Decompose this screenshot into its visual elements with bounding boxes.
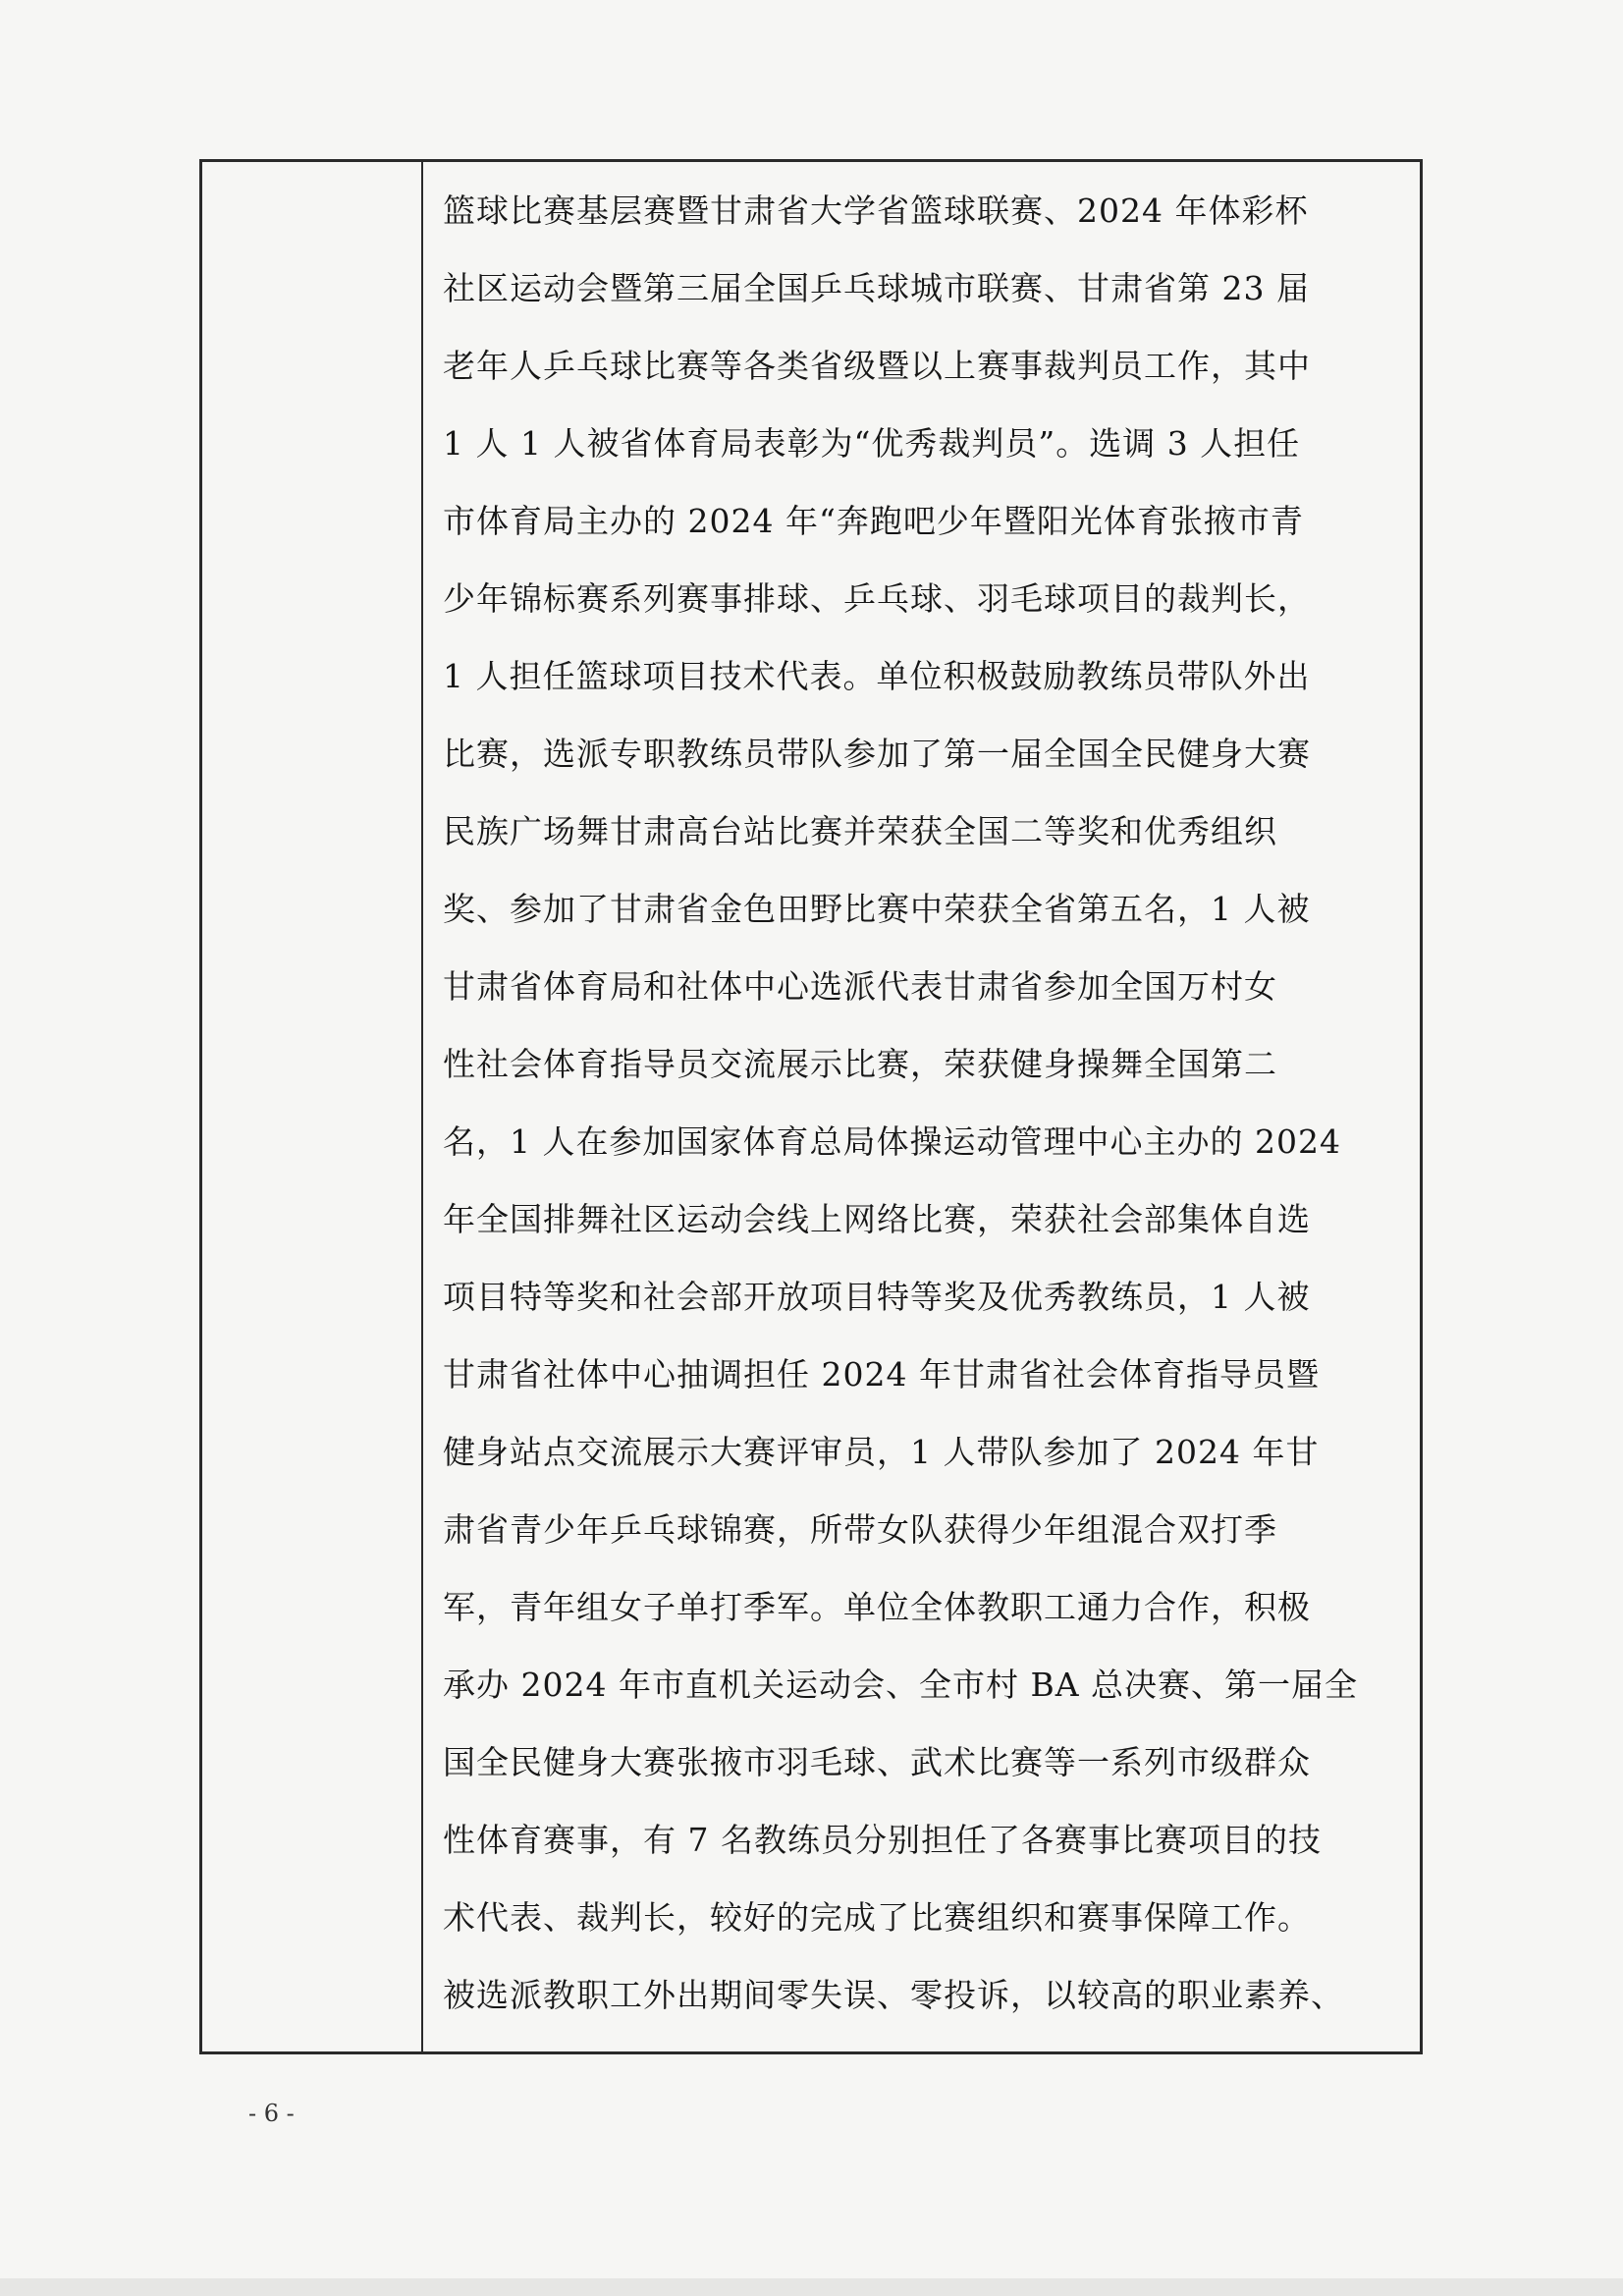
text-line: 名，1 人在参加国家体育总局体操运动管理中心主办的 2024	[443, 1122, 1341, 1161]
text-line: 年全国排舞社区运动会线上网络比赛，荣获社会部集体自选	[443, 1200, 1311, 1238]
text-line: 奖、参加了甘肃省金色田野比赛中荣获全省第五名，1 人被	[443, 890, 1311, 928]
text-line: 肃省青少年乒乓球锦赛，所带女队获得少年组混合双打季	[443, 1510, 1277, 1549]
text-line: 性体育赛事，有 7 名教练员分别担任了各赛事比赛项目的技	[443, 1821, 1322, 1859]
text-line: 术代表、裁判长，较好的完成了比赛组织和赛事保障工作。	[443, 1898, 1311, 1937]
text-line: 甘肃省体育局和社体中心选派代表甘肃省参加全国万村女	[443, 967, 1277, 1006]
text-line: 承办 2024 年市直机关运动会、全市村 BA 总决赛、第一届全	[443, 1666, 1359, 1704]
page-number: - 6 -	[248, 2100, 295, 2127]
text-line: 1 人 1 人被省体育局表彰为“优秀裁判员”。选调 3 人担任	[443, 424, 1301, 463]
text-line: 甘肃省社体中心抽调担任 2024 年甘肃省社会体育指导员暨	[443, 1355, 1320, 1394]
text-line: 比赛，选派专职教练员带队参加了第一届全国全民健身大赛	[443, 735, 1311, 773]
text-line: 性社会体育指导员交流展示比赛，荣获健身操舞全国第二	[443, 1045, 1277, 1083]
text-line: 篮球比赛基层赛暨甘肃省大学省篮球联赛、2024 年体彩杯	[443, 191, 1309, 230]
text-line: 被选派教职工外出期间零失误、零投诉，以较高的职业素养、	[443, 1976, 1344, 2014]
text-line: 社区运动会暨第三届全国乒乓球城市联赛、甘肃省第 23 届	[443, 269, 1310, 307]
text-line: 1 人担任篮球项目技术代表。单位积极鼓励教练员带队外出	[443, 657, 1311, 695]
table-right-cell	[423, 162, 1420, 2051]
table-left-cell	[202, 162, 423, 2051]
text-line: 项目特等奖和社会部开放项目特等奖及优秀教练员，1 人被	[443, 1278, 1311, 1316]
text-line: 军，青年组女子单打季军。单位全体教职工通力合作，积极	[443, 1588, 1311, 1626]
text-line: 健身站点交流展示大赛评审员，1 人带队参加了 2024 年甘	[443, 1433, 1320, 1471]
content-table	[199, 159, 1423, 2054]
text-line: 少年锦标赛系列赛事排球、乒乓球、羽毛球项目的裁判长，	[443, 579, 1311, 618]
text-line: 国全民健身大赛张掖市羽毛球、武术比赛等一系列市级群众	[443, 1743, 1311, 1781]
scan-edge	[0, 2278, 1623, 2296]
text-line: 市体育局主办的 2024 年“奔跑吧少年暨阳光体育张掖市青	[443, 502, 1304, 540]
text-line: 老年人乒乓球比赛等各类省级暨以上赛事裁判员工作，其中	[443, 347, 1311, 385]
text-line: 民族广场舞甘肃高台站比赛并荣获全国二等奖和优秀组织	[443, 812, 1277, 850]
